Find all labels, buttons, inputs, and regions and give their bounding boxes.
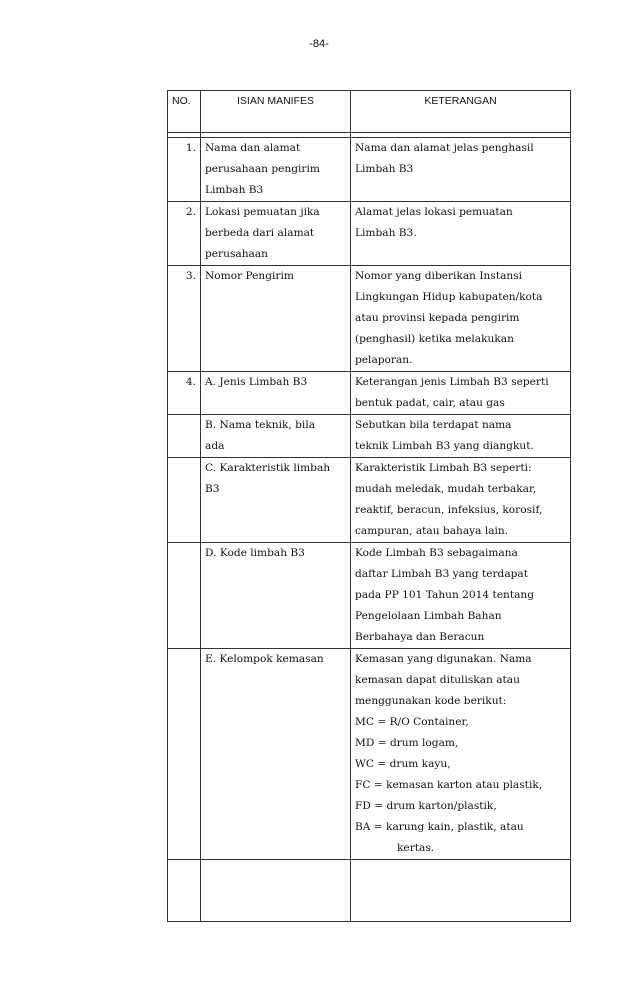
desc-line: Berbahaya dan Beracun <box>355 631 485 643</box>
cell-isian <box>201 266 351 372</box>
desc-line: Karakteristik Limbah B3 seperti: <box>355 462 532 474</box>
cell-isian <box>201 458 351 543</box>
table-row <box>168 202 571 266</box>
empty-cell <box>351 860 571 922</box>
cell-no <box>168 458 201 543</box>
table-row <box>168 138 571 202</box>
desc-line: Lingkungan Hidup kabupaten/kota <box>355 291 543 303</box>
table-row <box>168 415 571 458</box>
desc-line: FD = drum karton/plastik, <box>355 800 497 812</box>
desc-line: FC = kemasan karton atau plastik, <box>355 779 543 791</box>
desc-line: WC = drum kayu, <box>355 758 451 770</box>
desc-line: pada PP 101 Tahun 2014 tentang <box>355 589 535 601</box>
desc-line: reaktif, beracun, infeksius, korosif, <box>355 504 543 516</box>
table-row <box>168 543 571 649</box>
desc-line: MD = drum logam, <box>355 737 459 749</box>
cell-no: 4. <box>168 372 201 415</box>
cell-no <box>168 415 201 458</box>
cell-keterangan <box>351 415 571 458</box>
desc-line: Nomor yang diberikan Instansi <box>355 270 523 282</box>
desc-line: Alamat jelas lokasi pemuatan <box>355 206 513 218</box>
table-row <box>168 649 571 860</box>
desc-line: mudah meledak, mudah terbakar, <box>355 483 537 495</box>
header-keterangan: KETERANGAN <box>351 91 571 133</box>
cell-isian <box>201 372 351 415</box>
field-line: perusahaan <box>205 248 268 260</box>
desc-line: campuran, atau bahaya lain. <box>355 525 509 537</box>
cell-keterangan <box>351 543 571 649</box>
cell-keterangan <box>351 372 571 415</box>
desc-line: bentuk padat, cair, atau gas <box>355 397 505 409</box>
field-line: perusahaan pengirim <box>205 163 320 175</box>
desc-line: Kode Limbah B3 sebagaimana <box>355 547 518 559</box>
cell-no: 3. <box>168 266 201 372</box>
cell-isian <box>201 543 351 649</box>
cell-no <box>168 649 201 860</box>
desc-line: menggunakan kode berikut: <box>355 695 507 707</box>
cell-no <box>168 543 201 649</box>
field-line: B. Nama teknik, bila <box>205 419 316 431</box>
desc-line: Limbah B3. <box>355 227 417 239</box>
empty-cell <box>201 860 351 922</box>
field-line: E. Kelompok kemasan <box>205 653 324 665</box>
table-trailing-space <box>168 860 571 922</box>
desc-line: Pengelolaan Limbah Bahan <box>355 610 502 622</box>
field-line: D. Kode limbah B3 <box>205 547 305 559</box>
cell-isian <box>201 649 351 860</box>
header-isian-manifes: ISIAN MANIFES <box>201 91 351 133</box>
cell-isian <box>201 202 351 266</box>
desc-line: Limbah B3 <box>355 163 414 175</box>
desc-line: Nama dan alamat jelas penghasil <box>355 142 534 154</box>
desc-line: teknik Limbah B3 yang diangkut. <box>355 440 534 452</box>
field-line: A. Jenis Limbah B3 <box>205 376 308 388</box>
desc-line: (penghasil) ketika melakukan <box>355 333 514 345</box>
table-body <box>168 133 571 922</box>
desc-line: kertas. <box>397 842 435 854</box>
table-row <box>168 372 571 415</box>
cell-keterangan <box>351 138 571 202</box>
cell-keterangan <box>351 649 571 860</box>
desc-line: MC = R/O Container, <box>355 716 469 728</box>
table-row <box>168 458 571 543</box>
manifest-table <box>167 90 571 922</box>
cell-isian <box>201 138 351 202</box>
field-line: berbeda dari alamat <box>205 227 315 239</box>
desc-line: atau provinsi kepada pengirim <box>355 312 520 324</box>
desc-line: pelaporan. <box>355 354 413 366</box>
empty-cell <box>168 860 201 922</box>
desc-line: Keterangan jenis Limbah B3 seperti <box>355 376 549 388</box>
page-number: -84- <box>309 38 329 50</box>
desc-line: daftar Limbah B3 yang terdapat <box>355 568 528 580</box>
cell-isian <box>201 415 351 458</box>
table-header-row <box>168 91 571 133</box>
field-line: Lokasi pemuatan jika <box>205 206 320 218</box>
cell-no: 1. <box>168 138 201 202</box>
cell-no: 2. <box>168 202 201 266</box>
header-no: NO. <box>168 91 201 133</box>
field-line: ada <box>205 440 225 452</box>
cell-keterangan <box>351 458 571 543</box>
desc-line: Kemasan yang digunakan. Nama <box>355 653 532 665</box>
field-line: Limbah B3 <box>205 184 264 196</box>
field-line: Nomor Pengirim <box>205 270 294 282</box>
cell-keterangan <box>351 266 571 372</box>
desc-line: BA = karung kain, plastik, atau <box>355 821 524 833</box>
field-line: C. Karakteristik limbah <box>205 462 331 474</box>
desc-line: Sebutkan bila terdapat nama <box>355 419 512 431</box>
cell-keterangan <box>351 202 571 266</box>
field-line: Nama dan alamat <box>205 142 301 154</box>
field-line: B3 <box>205 483 220 495</box>
table-row <box>168 266 571 372</box>
desc-line: kemasan dapat dituliskan atau <box>355 674 520 686</box>
